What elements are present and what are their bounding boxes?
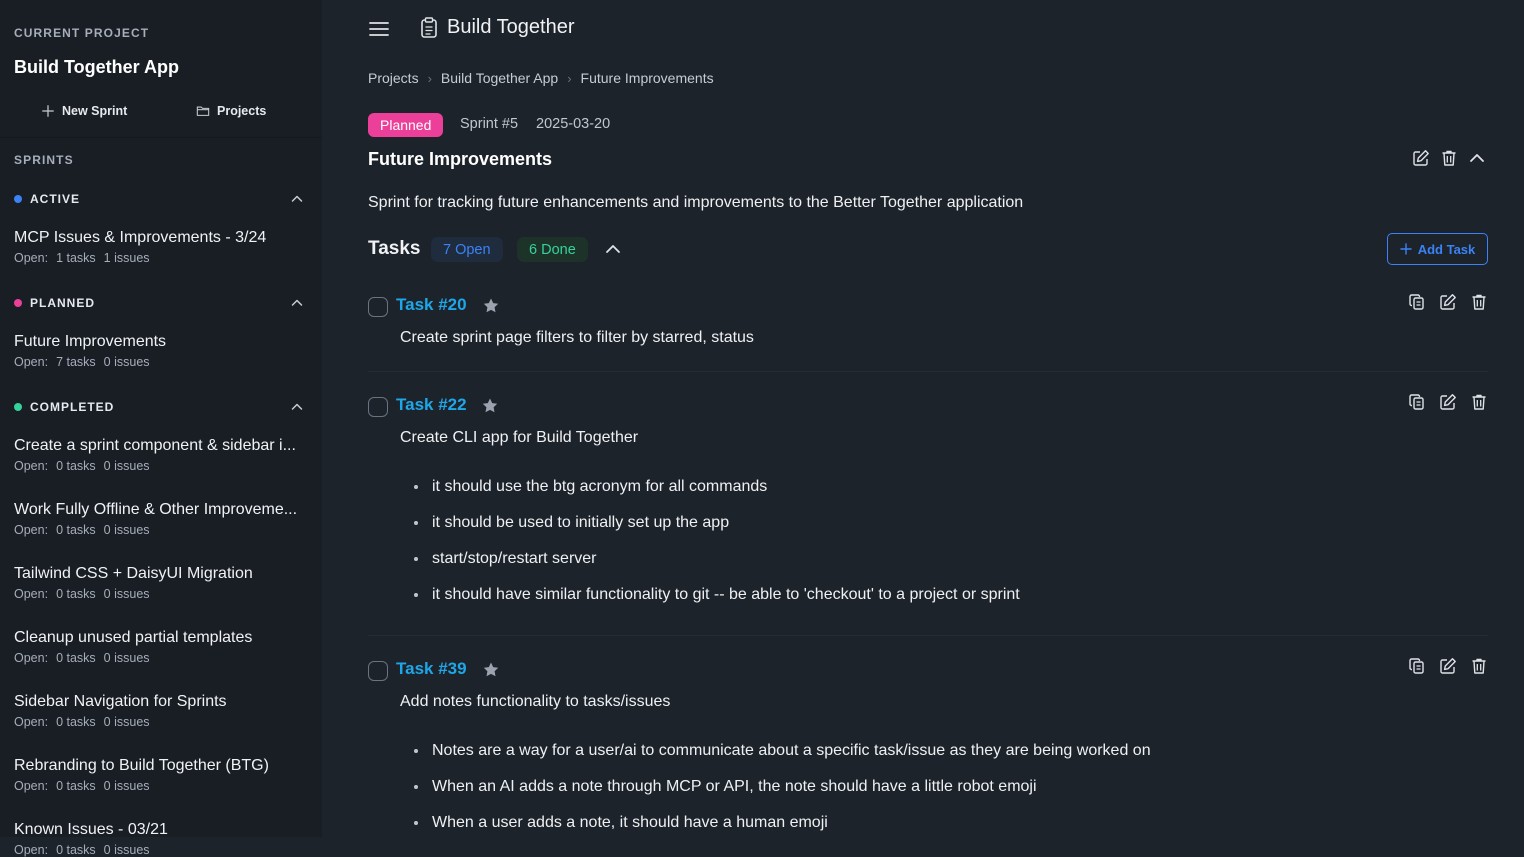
open-label: Open:: [14, 715, 49, 729]
task-count: 0 tasks: [56, 843, 96, 857]
add-task-label: Add Task: [1417, 241, 1476, 257]
sidebar-sprint-meta: [14, 251, 304, 265]
sprint-number: Sprint #5: [460, 116, 519, 132]
task-bullet: Notes are a way for a user/ai to communicate about a specific task/issue as they are being worked on: [400, 741, 1151, 777]
sprints-section-label: SPRINTS: [14, 153, 74, 167]
task-bullet: When a user adds a note, it should have a human emoji: [400, 813, 1151, 849]
sidebar-sprint-title: Future Improvements: [14, 333, 167, 350]
open-label: Open:: [14, 523, 49, 537]
copy-icon[interactable]: [1408, 293, 1426, 311]
sidebar-sprint-item[interactable]: [14, 435, 304, 473]
sidebar-group-label: COMPLETED: [30, 400, 115, 414]
task-bullet-list: [400, 477, 1020, 621]
issue-count: 0 issues: [103, 587, 150, 601]
folder-icon: [196, 104, 210, 118]
sidebar-sprint-item[interactable]: [14, 755, 304, 793]
current-project-name[interactable]: Build Together App: [14, 57, 179, 77]
sidebar-group-label: ACTIVE: [30, 192, 81, 206]
sprint-actions: [1412, 149, 1486, 167]
task-count: 0 tasks: [56, 459, 96, 473]
open-label: Open:: [14, 251, 49, 265]
sidebar-sprint-item[interactable]: [14, 627, 304, 665]
delete-sprint-icon[interactable]: [1440, 149, 1458, 167]
sidebar-sprint-title: Tailwind CSS + DaisyUI Migration: [14, 565, 253, 582]
task-count: 0 tasks: [56, 587, 96, 601]
issue-count: 0 issues: [103, 459, 150, 473]
open-label: Open:: [14, 779, 49, 793]
open-label: Open:: [14, 355, 49, 369]
edit-icon[interactable]: [1439, 393, 1457, 411]
chevron-up-icon[interactable]: [290, 400, 304, 414]
chevron-right-icon: ›: [567, 70, 572, 86]
copy-icon[interactable]: [1408, 393, 1426, 411]
task-count: 1 tasks: [56, 251, 96, 265]
task-title: Create CLI app for Build Together: [400, 429, 639, 446]
trash-icon[interactable]: [1470, 393, 1488, 411]
status-dot: [14, 299, 22, 307]
star-icon[interactable]: [481, 397, 499, 415]
chevron-up-icon[interactable]: [290, 192, 304, 206]
issue-count: 0 issues: [103, 523, 150, 537]
sidebar-sprint-meta: [14, 715, 304, 729]
task-bullet: start/stop/restart server: [400, 549, 1020, 585]
projects-label: Projects: [217, 104, 267, 118]
breadcrumb: [368, 70, 714, 86]
sidebar-group-active[interactable]: [14, 189, 304, 209]
app-title: [420, 16, 575, 39]
projects-button[interactable]: [196, 101, 266, 121]
issue-count: 0 issues: [103, 651, 150, 665]
current-project-label: CURRENT PROJECT: [14, 26, 150, 40]
task-bullet: it should have similar functionality to git -- be able to 'checkout' to a project or sprint: [400, 585, 1020, 621]
sidebar-sprint-title: Rebranding to Build Together (BTG): [14, 757, 269, 774]
star-icon[interactable]: [482, 297, 500, 315]
open-label: Open:: [14, 651, 49, 665]
sidebar-sprint-item[interactable]: [14, 499, 304, 537]
clipboard-icon: [420, 17, 438, 39]
app-title-text: Build Together: [447, 16, 575, 38]
task-count: 0 tasks: [56, 651, 96, 665]
breadcrumb-sprint[interactable]: Future Improvements: [580, 70, 714, 86]
task-title: Create sprint page filters to filter by starred, status: [400, 329, 754, 346]
issue-count: 0 issues: [103, 715, 150, 729]
issue-count: 0 issues: [103, 843, 150, 857]
trash-icon[interactable]: [1470, 657, 1488, 675]
breadcrumb-projects[interactable]: Projects: [368, 70, 419, 86]
sidebar-sprint-title: Known Issues - 03/21: [14, 821, 168, 838]
sidebar-sprint-meta: [14, 355, 304, 369]
task-title: Add notes functionality to tasks/issues: [400, 693, 671, 710]
plus-icon: [1400, 243, 1412, 255]
sidebar-sprint-item[interactable]: [14, 227, 304, 265]
sidebar-sprint-meta: [14, 523, 304, 537]
sidebar-divider: [0, 137, 322, 138]
breadcrumb-project[interactable]: Build Together App: [440, 70, 559, 86]
sprint-status-badge: Planned: [368, 113, 443, 137]
sidebar-group-completed[interactable]: [14, 397, 304, 417]
sidebar-sprint-title: Sidebar Navigation for Sprints: [14, 693, 227, 710]
sprint-title: Future Improvements: [368, 149, 553, 169]
collapse-sprint-icon[interactable]: [1468, 149, 1486, 167]
issue-count: 0 issues: [103, 355, 150, 369]
done-count-pill[interactable]: 6 Done: [517, 237, 588, 262]
task-id-link[interactable]: Task #22: [396, 395, 467, 414]
issue-count: 1 issues: [103, 251, 150, 265]
chevron-up-icon[interactable]: [290, 296, 304, 310]
star-icon[interactable]: [482, 661, 500, 679]
hamburger-menu-icon[interactable]: [368, 19, 390, 39]
open-label: Open:: [14, 843, 49, 857]
edit-icon[interactable]: [1439, 293, 1457, 311]
sidebar-sprint-meta: [14, 779, 304, 793]
sidebar-sprint-meta: [14, 651, 304, 665]
tasks-heading: Tasks: [368, 238, 421, 259]
add-task-button[interactable]: [1387, 233, 1488, 265]
task-actions: [1408, 657, 1488, 675]
task-id-link[interactable]: Task #39: [396, 659, 467, 678]
task-bullet: it should use the btg acronym for all commands: [400, 477, 1020, 513]
task-checkbox[interactable]: [368, 397, 388, 417]
trash-icon[interactable]: [1470, 293, 1488, 311]
task-bullet: it should be used to initially set up the app: [400, 513, 1020, 549]
sidebar-sprint-meta: [14, 843, 304, 857]
edit-sprint-icon[interactable]: [1412, 149, 1430, 167]
status-dot: [14, 195, 22, 203]
copy-icon[interactable]: [1408, 657, 1426, 675]
task-checkbox[interactable]: [368, 297, 388, 317]
chevron-right-icon: ›: [427, 70, 432, 86]
edit-icon[interactable]: [1439, 657, 1457, 675]
task-id-link[interactable]: Task #20: [396, 295, 467, 314]
sidebar-sprint-item[interactable]: [14, 819, 304, 857]
sidebar-sprint-item[interactable]: [14, 691, 304, 729]
sidebar-group-label: PLANNED: [30, 296, 96, 310]
task-count: 7 tasks: [56, 355, 96, 369]
task-count: 0 tasks: [56, 779, 96, 793]
new-sprint-label: New Sprint: [62, 104, 128, 118]
sprint-date: 2025-03-20: [536, 116, 611, 132]
new-sprint-button[interactable]: [41, 101, 127, 121]
task-checkbox[interactable]: [368, 661, 388, 681]
sprint-description: Sprint for tracking future enhancements and improvements to the Better Together application: [368, 194, 1024, 211]
task-bullet-list: [400, 741, 1151, 849]
task-count: 0 tasks: [56, 523, 96, 537]
sidebar: [0, 0, 322, 857]
task-bullet: When an AI adds a note through MCP or API, the note should have a little robot emoji: [400, 777, 1151, 813]
task-actions: [1408, 293, 1488, 311]
sidebar-group-planned[interactable]: [14, 293, 304, 313]
plus-icon: [41, 104, 55, 118]
sidebar-sprint-title: Work Fully Offline & Other Improveme...: [14, 501, 298, 518]
sidebar-sprint-meta: [14, 459, 304, 473]
sidebar-sprint-meta: [14, 587, 304, 601]
sidebar-sprint-title: MCP Issues & Improvements - 3/24: [14, 229, 267, 246]
sidebar-sprint-item[interactable]: [14, 563, 304, 601]
tasks-collapse-icon[interactable]: [604, 240, 622, 258]
task-divider: [368, 371, 1488, 372]
open-count-pill[interactable]: 7 Open: [431, 237, 503, 262]
sidebar-sprint-title: Create a sprint component & sidebar i...: [14, 437, 296, 454]
open-label: Open:: [14, 459, 49, 473]
task-divider: [368, 635, 1488, 636]
sidebar-sprint-item[interactable]: [14, 331, 304, 369]
task-actions: [1408, 393, 1488, 411]
task-count: 0 tasks: [56, 715, 96, 729]
sidebar-sprint-title: Cleanup unused partial templates: [14, 629, 253, 646]
status-dot: [14, 403, 22, 411]
open-label: Open:: [14, 587, 49, 601]
issue-count: 0 issues: [103, 779, 150, 793]
